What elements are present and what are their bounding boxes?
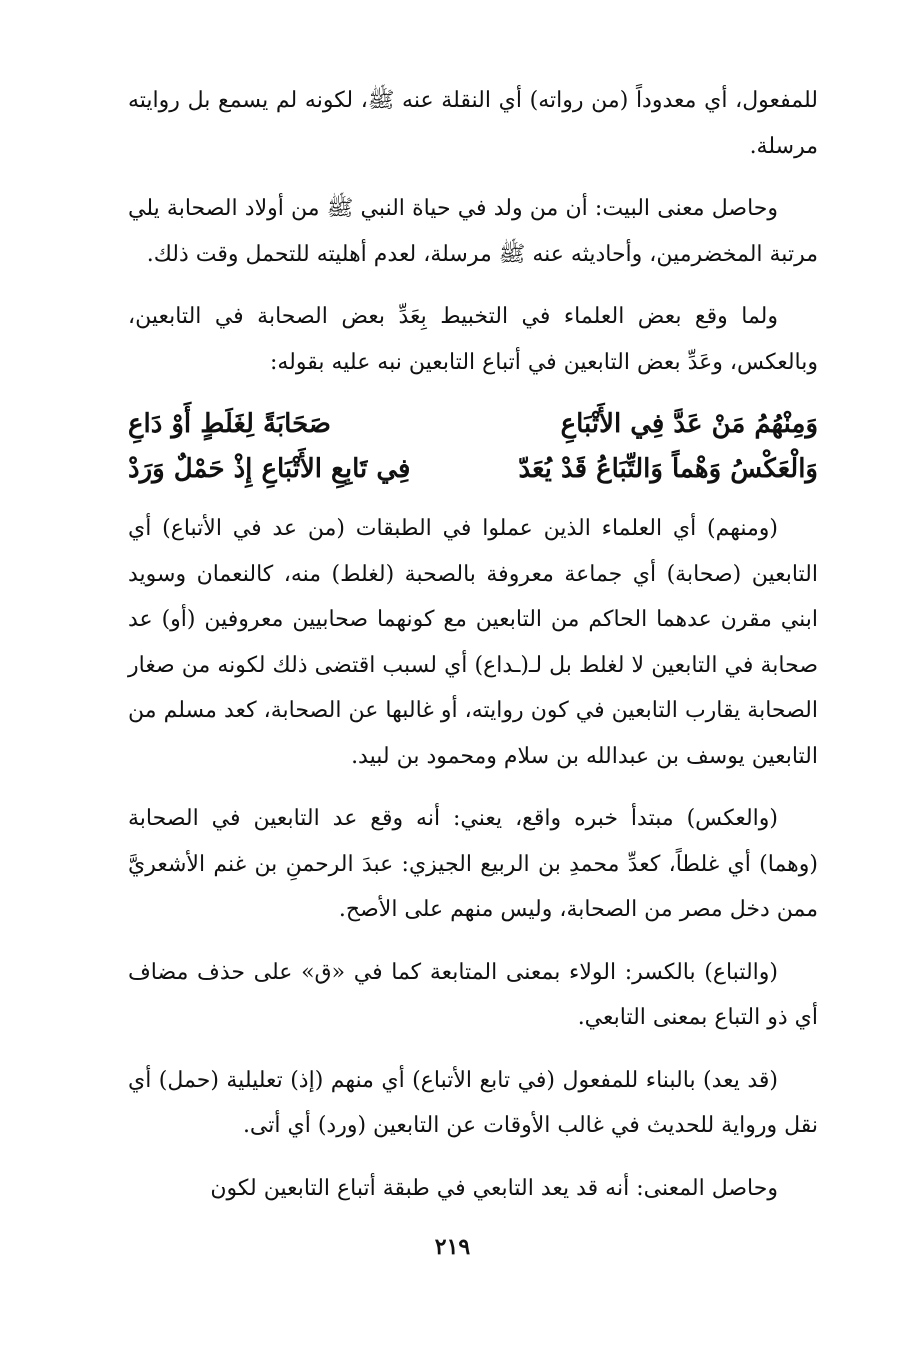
verse-first-hemistich: وَمِنْهُمُ مَنْ عَدَّ فِي الأَتْبَاعِ — [560, 409, 818, 439]
verse-first-hemistich: وَالْعَكْسُ وَهْماً وَالتِّبَاعُ قَدْ يُعَدّ — [518, 454, 818, 484]
poem-verse — [128, 402, 818, 492]
paragraph-continuation: للمفعول، أي معدوداً (من رواته) أي النقلة عنه ﷺ، لكونه لم يسمع بل روايته مرسلة. — [128, 88, 818, 159]
commentary-paragraph: (والعكس) مبتدأ خبره واقع، يعني: أنه وقع عد التابعين في الصحابة (وهما) أي غلطاً، كعدِّ محمدِ بن الربيع الجيزي: عبدَ الرحمنِ بن غنم الأشعريَّ ممن دخل مصر من الصحابة، وليس منهم على الأصح. — [128, 806, 818, 922]
commentary-paragraph: (والتباع) بالكسر: الولاء بمعنى المتابعة كما في «ق» على حذف مضاف أي ذو التباع بمعنى التابعي. — [128, 959, 818, 1030]
commentary-paragraph: وحاصل المعنى: أنه قد يعد التابعي في طبقة أتباع التابعين لكون — [210, 1175, 778, 1201]
verse-line — [128, 447, 818, 492]
paragraph-verse-meaning: وحاصل معنى البيت: أن من ولد في حياة النبي ﷺ من أولاد الصحابة يلي مرتبة المخضرمين، وأحاديثه عنه ﷺ مرسلة، لعدم أهليته للتحمل وقت ذلك. — [128, 196, 818, 267]
page-body — [128, 78, 818, 1228]
verse-second-hemistich: صَحَابَةً لِغَلَطٍ أَوْ دَاعِ — [128, 409, 331, 439]
commentary-paragraph: (قد يعد) بالبناء للمفعول (في تابع الأتباع) أي منهم (إذ) تعليلية (حمل) أي نقل ورواية للحديث في غالب الأوقات عن التابعين (ورد) أي أتى. — [128, 1067, 818, 1138]
verse-second-hemistich: فِي تَابِعِ الأَتْبَاعِ إِذْ حَمْلٌ وَرَدْ — [128, 454, 411, 484]
page-number: ٢١٩ — [434, 1234, 471, 1260]
verse-line — [128, 402, 818, 447]
paragraph-verse-intro: ولما وقع بعض العلماء في التخبيط بِعَدِّ بعض الصحابة في التابعين، وبالعكس، وعَدِّ بعض التابعين في أتباع التابعين نبه عليه بقوله: — [128, 304, 818, 375]
commentary-paragraph: (ومنهم) أي العلماء الذين عملوا في الطبقات (من عد في الأتباع) أي التابعين (صحابة) أي جماعة معروفة بالصحبة (لغلط) منه، كالنعمان وسويد ابني مقرن عدهما الحاكم من التابعين مع كونهما صحابيين معروفين (أو) عد صحابة في التابعين لا لغلط بل لـ(ـداع) أي لسبب اقتضى ذلك لكونه من صغار الصحابة يقارب التابعين في كون روايته، أو غالبها عن الصحابة، كعد مسلم من التابعين يوسف بن عبدالله بن سلام ومحمود بن لبيد. — [128, 516, 818, 769]
